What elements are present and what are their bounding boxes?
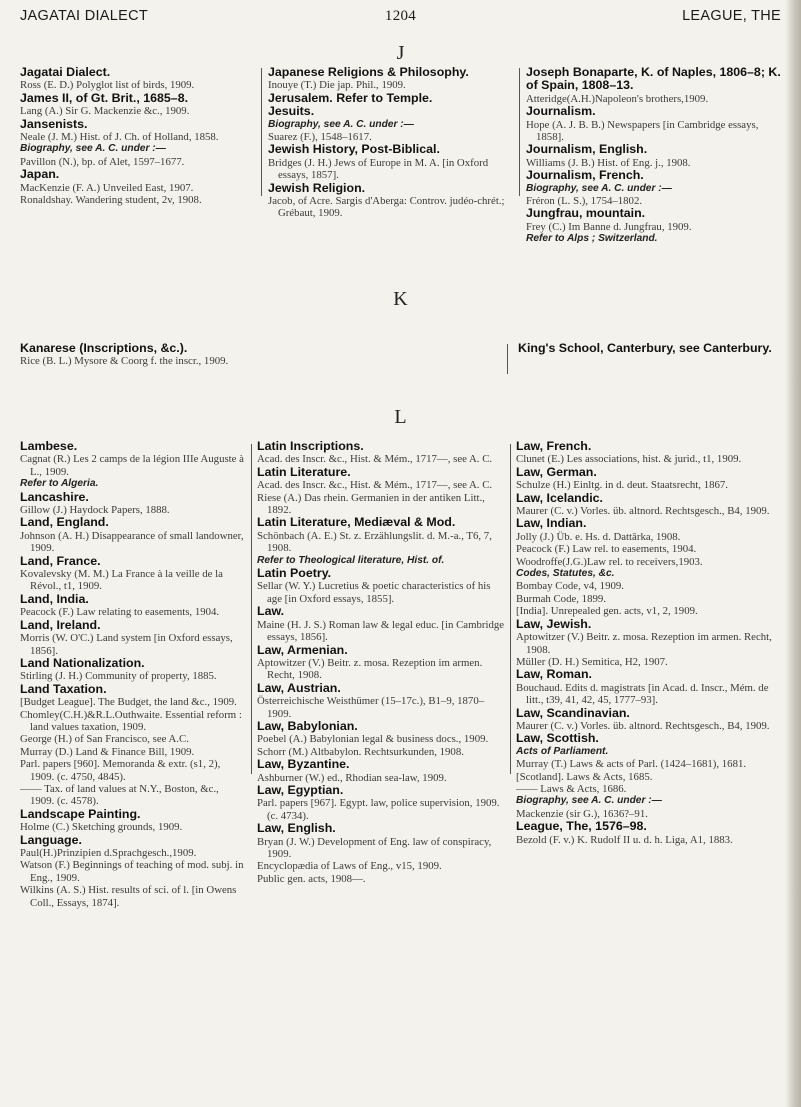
index-entry: Aptowitzer (V.) Beitr. z. mosa. Rezeption im armen. Recht, 1908.	[516, 631, 772, 656]
section-l-column-2	[257, 440, 505, 885]
index-entry: Bombay Code, v4, 1909.	[516, 580, 624, 593]
index-entry: Peacock (F.) Law relating to easements, 1904.	[20, 606, 220, 619]
index-entry: Suarez (F.), 1548–1617.	[268, 131, 372, 144]
index-heading: Law, Indian.	[516, 516, 587, 531]
column-divider	[519, 68, 520, 196]
header-right-keyword: LEAGUE, THE	[682, 8, 781, 24]
index-heading: Law, Egyptian.	[257, 782, 344, 797]
index-entry: MacKenzie (F. A.) Unveiled East, 1907.	[20, 181, 194, 194]
index-heading: Law, Icelandic.	[516, 490, 603, 505]
index-entry: Bouchaud. Edits d. magistrats [in Acad. d. Inscr., Mém. de litt., t39, 41, 42, 45, 1777–93].	[516, 681, 769, 707]
index-entry: Stirling (J. H.) Community of property, 1885.	[20, 670, 217, 683]
index-subheading: Biography, see A. C. under :—	[516, 795, 662, 807]
index-entry: Bryan (J. W.) Development of Eng. law of conspiracy, 1909.	[257, 835, 492, 860]
index-heading: Jewish History, Post-Biblical.	[268, 142, 440, 157]
index-entry: Bezold (F. v.) K. Rudolf II u. d. h. Liga, A1, 1883.	[516, 833, 733, 846]
index-entry: Jacob, of Acre. Sargis d'Aberga: Controv. judéo-chrét.; Grébaut, 1909.	[268, 195, 505, 220]
index-entry: Müller (D. H.) Semitica, H2, 1907.	[516, 655, 668, 668]
index-entry: Encyclopædia of Laws of Eng., v15, 1909.	[257, 860, 442, 873]
index-entry: Burmah Code, 1899.	[516, 592, 606, 605]
index-heading: Journalism, French.	[526, 168, 644, 183]
index-entry: Pavillon (N.), bp. of Alet, 1597–1677.	[20, 155, 185, 168]
index-heading: Land, England.	[20, 515, 109, 530]
page-number: 1204	[384, 8, 417, 24]
index-entry: Neale (J. M.) Hist. of J. Ch. of Holland, 1858.	[20, 131, 219, 144]
index-entry: Aptowitzer (V.) Beitr. z. mosa. Rezeption im armen. Recht, 1908.	[257, 656, 483, 682]
index-entry: Parl. papers [960]. Memoranda & extr. (s1, 2), 1909. (c. 4750, 4845).	[20, 758, 221, 783]
index-heading: Joseph Bonaparte, K. of Naples, 1806–8; K. of Spain, 1808–13.	[526, 65, 781, 93]
index-entry: Fréron (L. S.), 1754–1802.	[526, 195, 643, 208]
index-heading: Japanese Religions & Philosophy.	[268, 65, 469, 79]
index-entry: Paul(H.)Prinzipien d.Sprachgesch.,1909.	[20, 847, 197, 859]
index-heading: Law, Roman.	[516, 667, 592, 682]
index-heading: Law, Jewish.	[516, 616, 592, 631]
index-entry: Parl. papers [967]. Egypt. law, police supervision, 1909. (c. 4734).	[257, 797, 500, 822]
index-entry: —— Tax. of land values at N.Y., Boston, &c., 1909. (c. 4578).	[20, 782, 219, 808]
index-heading: Land, Ireland.	[20, 617, 101, 632]
index-entry: George (H.) of San Francisco, see A.C.	[20, 733, 189, 746]
index-entry: Peacock (F.) Law rel. to easements, 1904.	[516, 543, 697, 556]
index-entry: Murray (T.) Laws & acts of Parl. (1424–1681), 1681.	[516, 758, 747, 771]
section-letter-l: L	[394, 406, 407, 428]
index-heading: Latin Literature, Mediæval & Mod.	[257, 515, 456, 530]
index-subheading: Biography, see A. C. under :—	[20, 143, 166, 155]
index-entry: Bridges (J. H.) Jews of Europe in M. A. [in Oxford essays, 1857].	[268, 156, 489, 182]
running-header	[20, 8, 781, 36]
index-entry: Mackenzie (sir G.), 1636?–91.	[516, 807, 648, 820]
index-subheading: Refer to Alps ; Switzerland.	[526, 233, 658, 245]
index-entry: Watson (F.) Beginnings of teaching of mod. subj. in Eng., 1909.	[20, 859, 244, 884]
index-entry: Maine (H. J. S.) Roman law & legal educ. [in Cambridge essays, 1856].	[257, 618, 505, 644]
index-entry: Lang (A.) Sir G. Mackenzie &c., 1909.	[20, 105, 190, 118]
index-entry: Atteridge(A.H.)Napoleon's brothers,1909.	[526, 92, 709, 105]
index-heading: Law, English.	[257, 821, 336, 836]
index-entry: Schönbach (A. E.) St. z. Erzählungslit. d. M.-a., T6, 7, 1908.	[257, 529, 492, 555]
section-l-column-1	[20, 440, 245, 909]
section-j-column-2	[268, 66, 510, 220]
index-heading: Land Taxation.	[20, 681, 107, 696]
index-heading: Land, France.	[20, 553, 101, 568]
index-entry: Acad. des Inscr. &c., Hist. & Mém., 1717—, see A. C.	[257, 453, 493, 466]
index-entry: Österreichische Weisthümer (15–17c.), B1–9, 1870–1909.	[257, 695, 485, 720]
index-heading: Kanarese (Inscriptions, &c.).	[20, 341, 188, 355]
index-entry: Clunet (E.) Les associations, hist. & jurid., t1, 1909.	[516, 453, 742, 466]
index-subheading: Refer to Theological literature, Hist. of.	[257, 554, 445, 566]
index-entry: Cagnat (R.) Les 2 camps de la légion IIIe Auguste à L., 1909.	[20, 453, 244, 478]
index-heading: King's School, Canterbury, see Canterbury.	[518, 341, 772, 355]
index-entry: Poebel (A.) Babylonian legal & business docs., 1909.	[257, 733, 489, 746]
section-j-column-1	[20, 66, 245, 206]
index-entry: Maurer (C. v.) Vorles. üb. altnord. Rechtsgesch., B4, 1909.	[516, 719, 770, 732]
index-heading: Japan.	[20, 167, 60, 182]
index-heading: Jesuits.	[268, 104, 315, 119]
index-heading: Journalism.	[526, 104, 596, 119]
index-entry: Chomley(C.H.)&R.L.Outhwaite. Essential reform : land values taxation, 1909.	[20, 708, 242, 733]
index-entry: Jolly (J.) Üb. e. Hs. d. Dattārka, 1908.	[516, 530, 681, 543]
index-heading: Jagatai Dialect.	[20, 65, 111, 79]
index-entry: Murray (D.) Land & Finance Bill, 1909.	[20, 745, 195, 758]
index-entry: Schorr (M.) Altbabylon. Rechtsurkunden, 1908.	[257, 745, 464, 758]
index-heading: Jewish Religion.	[268, 180, 366, 195]
section-l-column-3	[516, 440, 778, 846]
index-subheading: Codes, Statutes, &c.	[516, 568, 615, 580]
section-k-column-2	[518, 342, 778, 355]
index-entry: Ashburner (W.) ed., Rhodian sea-law, 1909.	[257, 771, 447, 784]
index-heading: League, The, 1576–98.	[516, 819, 647, 834]
index-heading: Law, Armenian.	[257, 642, 348, 657]
index-entry: Maurer (C. v.) Vorles. üb. altnord. Rechtsgesch., B4, 1909.	[516, 505, 770, 518]
index-entry: Woodroffe(J.G.)Law rel. to receivers,1903.	[516, 555, 703, 568]
page-edge-shadow	[785, 0, 801, 1107]
index-entry: Riese (A.) Das rhein. Germanien in der antiken Litt., 1892.	[257, 491, 485, 517]
index-heading: Latin Inscriptions.	[257, 439, 364, 453]
section-k-column-1	[20, 342, 400, 368]
index-heading: Lancashire.	[20, 489, 89, 504]
index-heading: James II, of Gt. Brit., 1685–8.	[20, 90, 189, 105]
index-heading: Language.	[20, 832, 82, 847]
index-heading: Latin Poetry.	[257, 566, 332, 581]
section-letter-j: J	[396, 42, 405, 64]
index-heading: Law, Babylonian.	[257, 718, 358, 733]
header-left-keyword: JAGATAI DIALECT	[20, 8, 149, 24]
index-entry: Sellar (W. Y.) Lucretius & poetic characteristics of his age [in Oxford essays, 1855].	[257, 580, 491, 605]
index-entry: Holme (C.) Sketching grounds, 1909.	[20, 821, 183, 834]
index-subheading: Biography, see A. C. under :—	[268, 118, 414, 130]
index-entry: Hope (A. J. B. B.) Newspapers [in Cambridge essays, 1858].	[526, 118, 759, 144]
index-heading: Law, Scandinavian.	[516, 705, 630, 720]
index-heading: Jerusalem. Refer to Temple.	[268, 90, 433, 105]
index-heading: Jungfrau, mountain.	[526, 206, 646, 221]
column-divider	[507, 344, 508, 374]
index-entry: Ronaldshay. Wandering student, 2v, 1908.	[20, 194, 202, 207]
index-heading: Law, German.	[516, 464, 597, 479]
index-entry: Gillow (J.) Haydock Papers, 1888.	[20, 504, 170, 517]
index-entry: —— Laws & Acts, 1686.	[516, 782, 627, 795]
index-entry: Johnson (A. H.) Disappearance of small landowner, 1909.	[20, 529, 244, 555]
section-letter-k: K	[393, 288, 408, 310]
index-heading: Law, French.	[516, 439, 592, 453]
index-heading: Law, Austrian.	[257, 680, 341, 695]
index-heading: Landscape Painting.	[20, 806, 141, 821]
index-heading: Law, Byzantine.	[257, 757, 350, 772]
index-subheading: Refer to Algeria.	[20, 478, 99, 490]
index-entry: Ross (E. D.) Polyglot list of birds, 1909.	[20, 79, 195, 92]
index-entry: Williams (J. B.) Hist. of Eng. j., 1908.	[526, 156, 691, 169]
index-heading: Land Nationalization.	[20, 655, 145, 670]
index-entry: Morris (W. O'C.) Land system [in Oxford essays, 1856].	[20, 632, 233, 657]
index-heading: Lambese.	[20, 439, 78, 453]
index-entry: Frey (C.) Im Banne d. Jungfrau, 1909.	[526, 220, 692, 233]
column-divider	[510, 444, 511, 774]
index-entry: Acad. des Inscr. &c., Hist. & Mém., 1717—, see A. C.	[257, 479, 493, 492]
index-entry: Public gen. acts, 1908—.	[257, 872, 366, 885]
index-entry: Rice (B. L.) Mysore & Coorg f. the inscr., 1909.	[20, 355, 229, 368]
index-heading: Latin Literature.	[257, 464, 351, 479]
column-divider	[261, 68, 262, 196]
index-heading: Journalism, English.	[526, 142, 648, 157]
index-subheading: Biography, see A. C. under :—	[526, 182, 672, 194]
index-entry: Kovalevsky (M. M.) La France à la veille de la Révol., t1, 1909.	[20, 568, 223, 593]
column-divider	[251, 444, 252, 774]
section-j-column-3	[526, 66, 781, 246]
index-entry: Inouye (T.) Die jap. Phil., 1909.	[268, 79, 406, 92]
index-heading: Jansenists.	[20, 116, 88, 131]
index-heading: Law, Scottish.	[516, 731, 599, 746]
index-entry: [Budget League]. The Budget, the land &c., 1909.	[20, 696, 237, 709]
index-entry: Wilkins (A. S.) Hist. results of sci. of l. [in Owens Coll., Essays, 1874].	[20, 884, 237, 909]
index-heading: Law.	[257, 604, 285, 619]
index-entry: [India]. Unrepealed gen. acts, v1, 2, 1909.	[516, 605, 698, 618]
index-subheading: Acts of Parliament.	[516, 745, 609, 757]
index-heading: Land, India.	[20, 591, 89, 606]
index-entry: [Scotland]. Laws & Acts, 1685.	[516, 770, 653, 783]
index-entry: Schulze (H.) Einltg. in d. deut. Staatsrecht, 1867.	[516, 479, 728, 492]
